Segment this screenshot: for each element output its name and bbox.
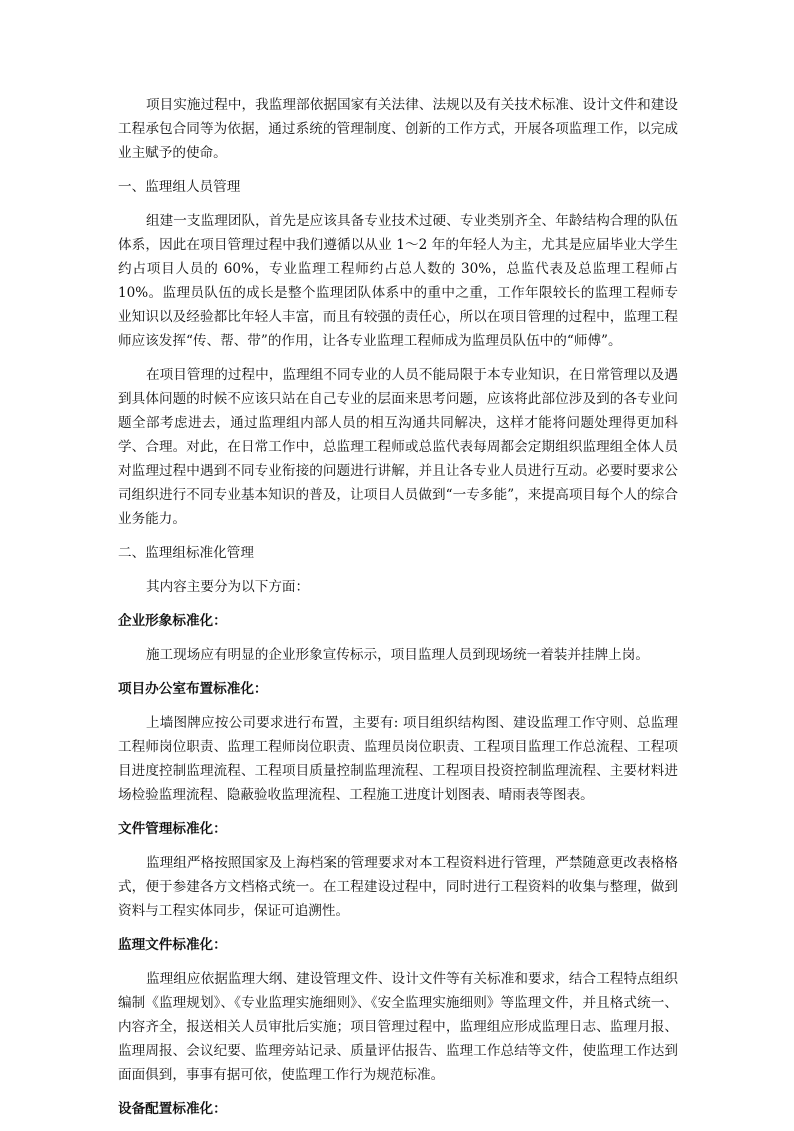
section2-title: 二、监理组标准化管理 — [118, 545, 254, 561]
section1-paragraph-2: 在项目管理的过程中，监理组不同专业的人员不能局限于本专业知识，在日常管理以及遇到具体问题的时候不应该只站在自己专业的层面来思考问题，应该将此部位涉及到的各专业问题全部考虑进去，通过监理组内部人员的相互沟通共同解决，这样才能将问题处理得更加科学、合理。对此，在日常工作中，总监理工程师或总监代表每周都会定期组织监理组全体人员对监理过程中遇到不同专业衔接的问题进行讲解，并且让各专业人员进行互动。必要时要求公司组织进行不同专业基本知识的普及，让项目人员做到“一专多能”，来提高项目每个人的综合业务能力。 — [118, 367, 678, 527]
item-heading-equipment-config: 设备配置标准化： — [118, 1101, 227, 1117]
item-heading-file-management: 文件管理标准化： — [118, 821, 227, 837]
item-heading-office-layout: 项目办公室布置标准化： — [118, 681, 268, 697]
item-text-office-layout: 上墙图牌应按公司要求进行布置，主要有: 项目组织结构图、建设监理工作守则、总监理工程师岗位职责、监理工程师岗位职责、监理员岗位职责、工程项目监理工作总流程、工程项目进度控制监理流程、工程项目质量控制监理流程、工程项目投资控制监理流程、主要材料进场检验监理流程、隐蔽验收监理流程、工程施工进度计划图表、晴雨表等图表。 — [118, 715, 678, 803]
item-text-file-management: 监理组严格按照国家及上海档案的管理要求对本工程资料进行管理，严禁随意更改表格格式，便于参建各方文档格式统一。在工程建设过程中，同时进行工程资料的收集与整理，做到资料与工程实体同步，保证可追溯性。 — [118, 855, 678, 919]
item-heading-supervision-documents: 监理文件标准化： — [118, 937, 227, 953]
item-text-corporate-image: 施工现场应有明显的企业形象宣传标示，项目监理人员到现场统一着装并挂牌上岗。 — [146, 647, 649, 663]
document-page — [118, 93, 678, 1131]
section1-title: 一、监理组人员管理 — [118, 179, 241, 195]
item-heading-corporate-image: 企业形象标准化： — [118, 613, 227, 629]
item-text-supervision-documents: 监理组应依据监理大纲、建设管理文件、设计文件等有关标准和要求，结合工程特点组织编制《监理规划》、《专业监理实施细则》、《安全监理实施细则》等监理文件，并且格式统一、内容齐全，报送相关人员审批后实施；项目管理过程中，监理组应形成监理日志、监理月报、监理周报、会议纪要、监理旁站记录、质量评估报告、监理工作总结等文件，使监理工作达到面面俱到，事事有据可依，使监理工作行为规范标准。 — [118, 971, 678, 1083]
section1-paragraph-1: 组建一支监理团队，首先是应该具备专业技术过硬、专业类别齐全、年龄结构合理的队伍体系，因此在项目管理过程中我们遵循以从业 1～2 年的年轻人为主，尤其是应届毕业大学生约占项目人员的 60%，专业监理工程师约占总人数的 30%，总监代表及总监理工程师占 10%。监理员队伍的成长是整个监理团队体系中的重中之重，工作年限较长的监理工程师专业知识以及经验都比年轻人丰富，而且有较强的责任心，所以在项目管理的过程中，监理工程师应该发挥“传、帮、带”的作用，让各专业监理工程师成为监理员队伍中的“师傅”。 — [118, 213, 678, 349]
intro-paragraph: 项目实施过程中，我监理部依据国家有关法律、法规以及有关技术标准、设计文件和建设工程承包合同等为依据，通过系统的管理制度、创新的工作方式，开展各项监理工作，以完成业主赋予的使命。 — [118, 97, 678, 161]
section2-intro: 其内容主要分为以下方面： — [146, 579, 310, 595]
